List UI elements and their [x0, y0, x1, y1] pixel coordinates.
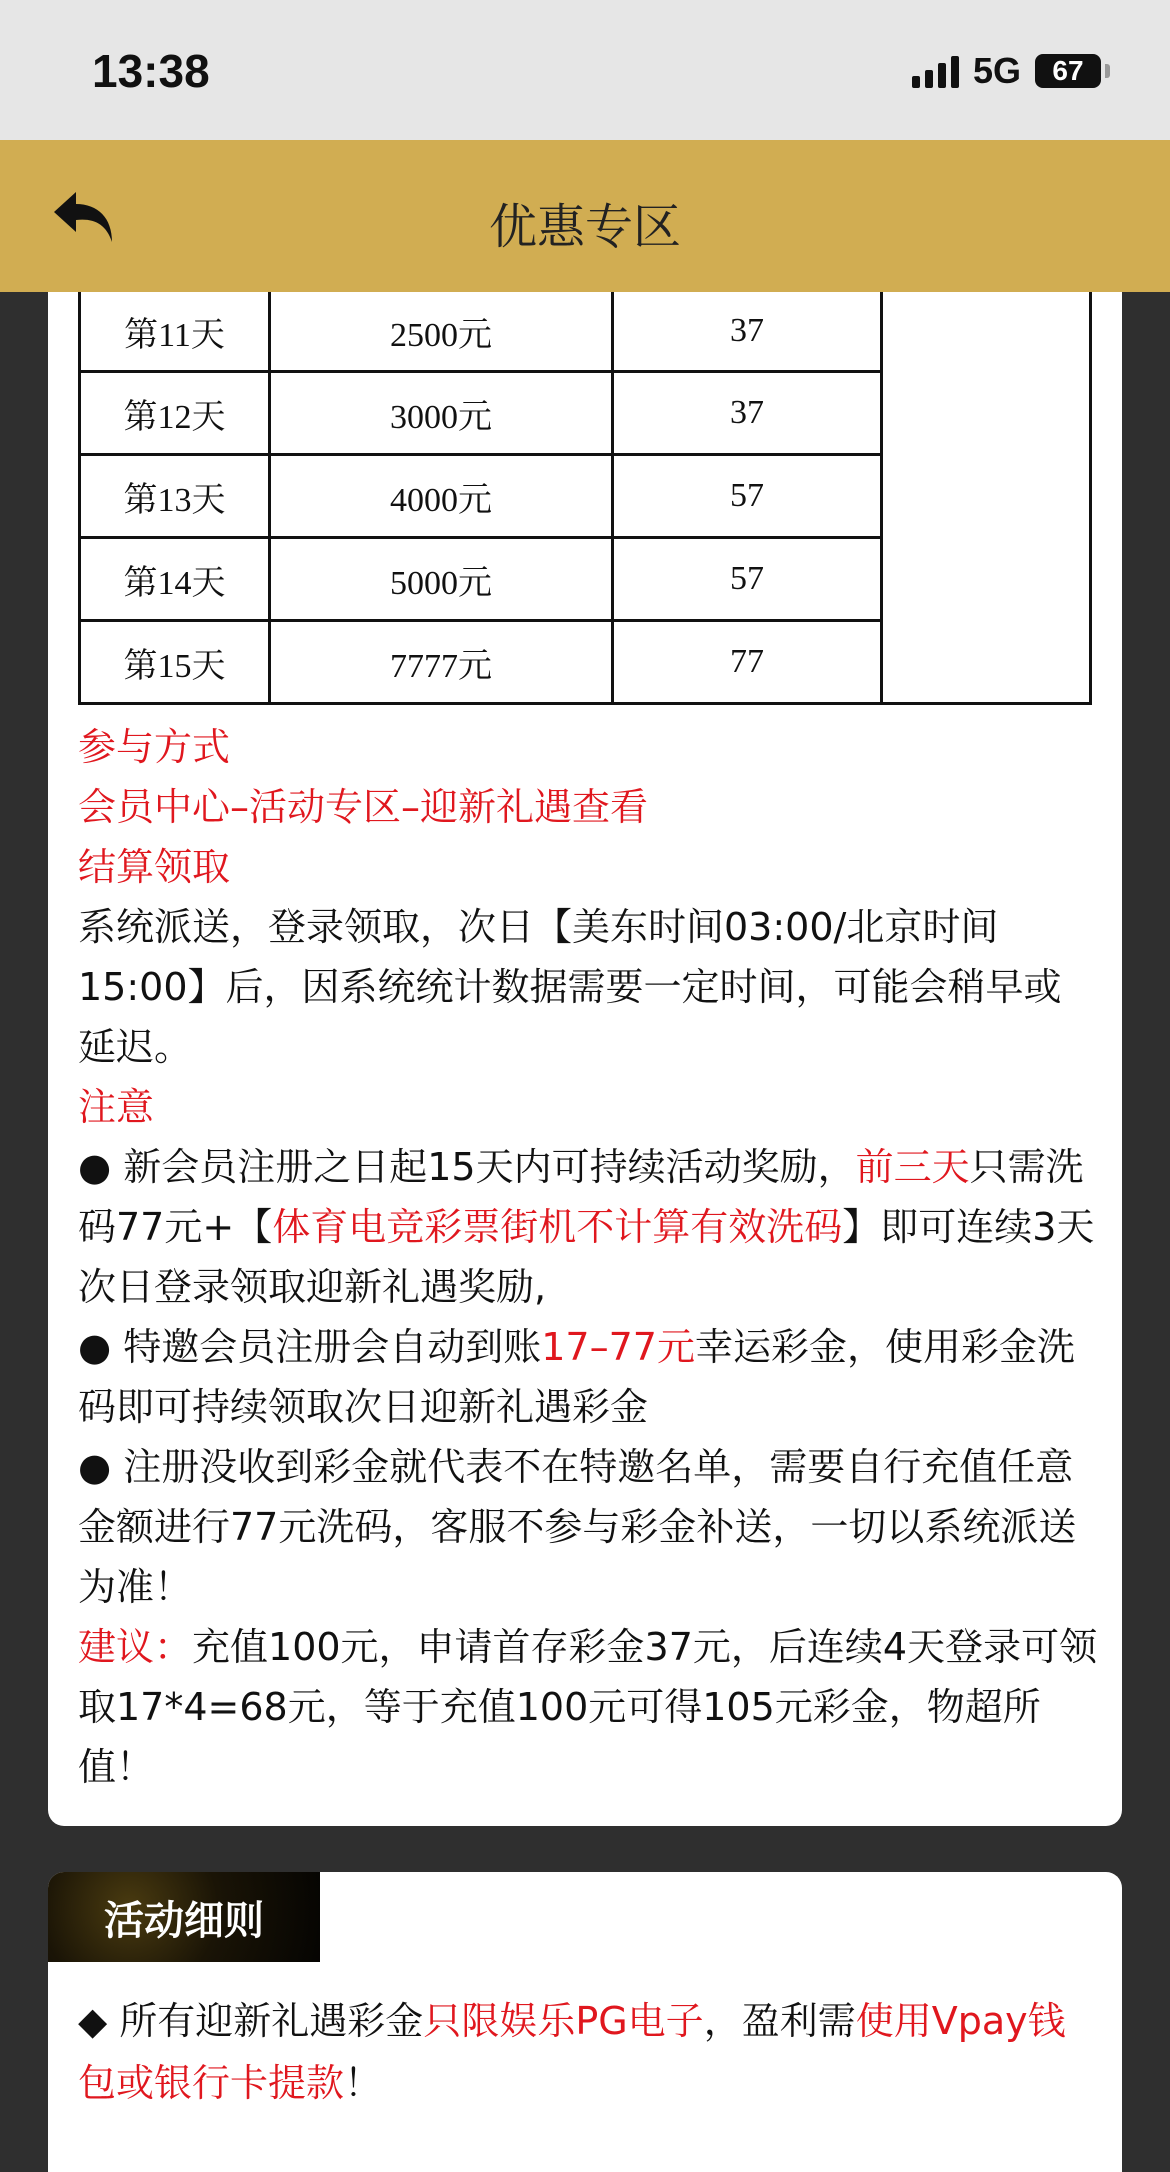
rules-tab: 活动细则 — [48, 1872, 320, 1962]
day-cell: 第12天 — [80, 372, 270, 455]
participate-path: 会员中心–活动专区–迎新礼遇查看 — [78, 785, 649, 829]
notice-item-2 — [78, 1317, 1098, 1437]
bonus-cell: 37 — [613, 372, 882, 455]
amount-cell: 5000元 — [270, 538, 613, 621]
network-label: 5G — [972, 50, 1021, 91]
promo-text — [78, 717, 1098, 1797]
rules-item — [78, 1990, 1098, 2114]
status-icons — [912, 50, 1110, 92]
battery-icon: 67 — [1035, 54, 1101, 88]
reward-table-wrap — [78, 292, 1092, 705]
bonus-cell: 57 — [613, 455, 882, 538]
promo-content-card — [48, 292, 1122, 1826]
suggestion-text: 充值100元，申请首存彩金37元，后连续4天登录可领取17*4=68元，等于充值100元可得105元彩金，物超所值！ — [78, 1625, 1098, 1789]
notice-2-part-c: 幸运彩金，使用彩金洗码即可持续领取次日迎新礼遇彩金 — [78, 1325, 1075, 1429]
amount-cell: 4000元 — [270, 455, 613, 538]
participate-heading: 参与方式 — [78, 725, 231, 769]
amount-cell: 2500元 — [270, 292, 613, 372]
status-bar — [0, 0, 1170, 140]
rules-part-e: ！ — [344, 2061, 383, 2105]
suggestion-label: 建议： — [78, 1625, 193, 1669]
notice-item-3: ● 注册没收到彩金就代表不在特邀名单，需要自行充值任意金额进行77元洗码，客服不参与彩金补送，一切以系统派送为准！ — [78, 1445, 1077, 1609]
status-time: 13:38 — [92, 45, 210, 97]
notice-1-highlight-b: 体育电竞彩票街机不计算有效洗码 — [272, 1205, 843, 1249]
notice-1-part-c: 只需洗码77元+【 — [78, 1145, 1084, 1249]
amount-cell: 7777元 — [270, 621, 613, 704]
settle-text: 系统派送，登录领取，次日【美东时间03:00/北京时间15:00】后，因系统统计数据需要一定时间，可能会稍早或延迟。 — [78, 905, 1062, 1069]
bonus-cell: 37 — [613, 292, 882, 372]
nav-bar — [0, 140, 1170, 292]
reward-table — [78, 292, 1092, 705]
battery-tip — [1105, 64, 1110, 78]
notice-2-part-a: ● 特邀会员注册会自动到账 — [78, 1325, 542, 1369]
notice-heading: 注意 — [78, 1085, 155, 1129]
settle-heading: 结算领取 — [78, 845, 231, 889]
notice-1-part-e: 】即可连续3天次日登录领取迎新礼遇奖励, — [78, 1205, 1095, 1309]
notice-1-highlight-a: 前三天 — [855, 1145, 970, 1189]
day-cell: 第11天 — [80, 292, 270, 372]
rules-part-c: ，盈利需 — [703, 1999, 856, 2043]
rules-part-a: ◆ 所有迎新礼遇彩金 — [78, 1999, 424, 2043]
table-row — [80, 292, 1091, 372]
day-cell: 第15天 — [80, 621, 270, 704]
amount-cell: 3000元 — [270, 372, 613, 455]
notice-1-part-a: ● 新会员注册之日起15天内可持续活动奖励， — [78, 1145, 856, 1189]
notice-2-highlight: 17–77元 — [541, 1325, 695, 1369]
bonus-cell: 57 — [613, 538, 882, 621]
rules-highlight-b: 使用Vpay钱包或银行卡提款 — [78, 1999, 1066, 2105]
notice-item-1 — [78, 1137, 1098, 1317]
bonus-cell: 77 — [613, 621, 882, 704]
rules-highlight-a: 只限娱乐PG电子 — [423, 1999, 704, 2043]
rules-card — [48, 1872, 1122, 2172]
day-cell: 第14天 — [80, 538, 270, 621]
page-title: 优惠专区 — [488, 199, 681, 255]
signal-icon — [912, 54, 959, 88]
merged-cell — [882, 292, 1091, 704]
suggestion — [78, 1617, 1098, 1797]
day-cell: 第13天 — [80, 455, 270, 538]
